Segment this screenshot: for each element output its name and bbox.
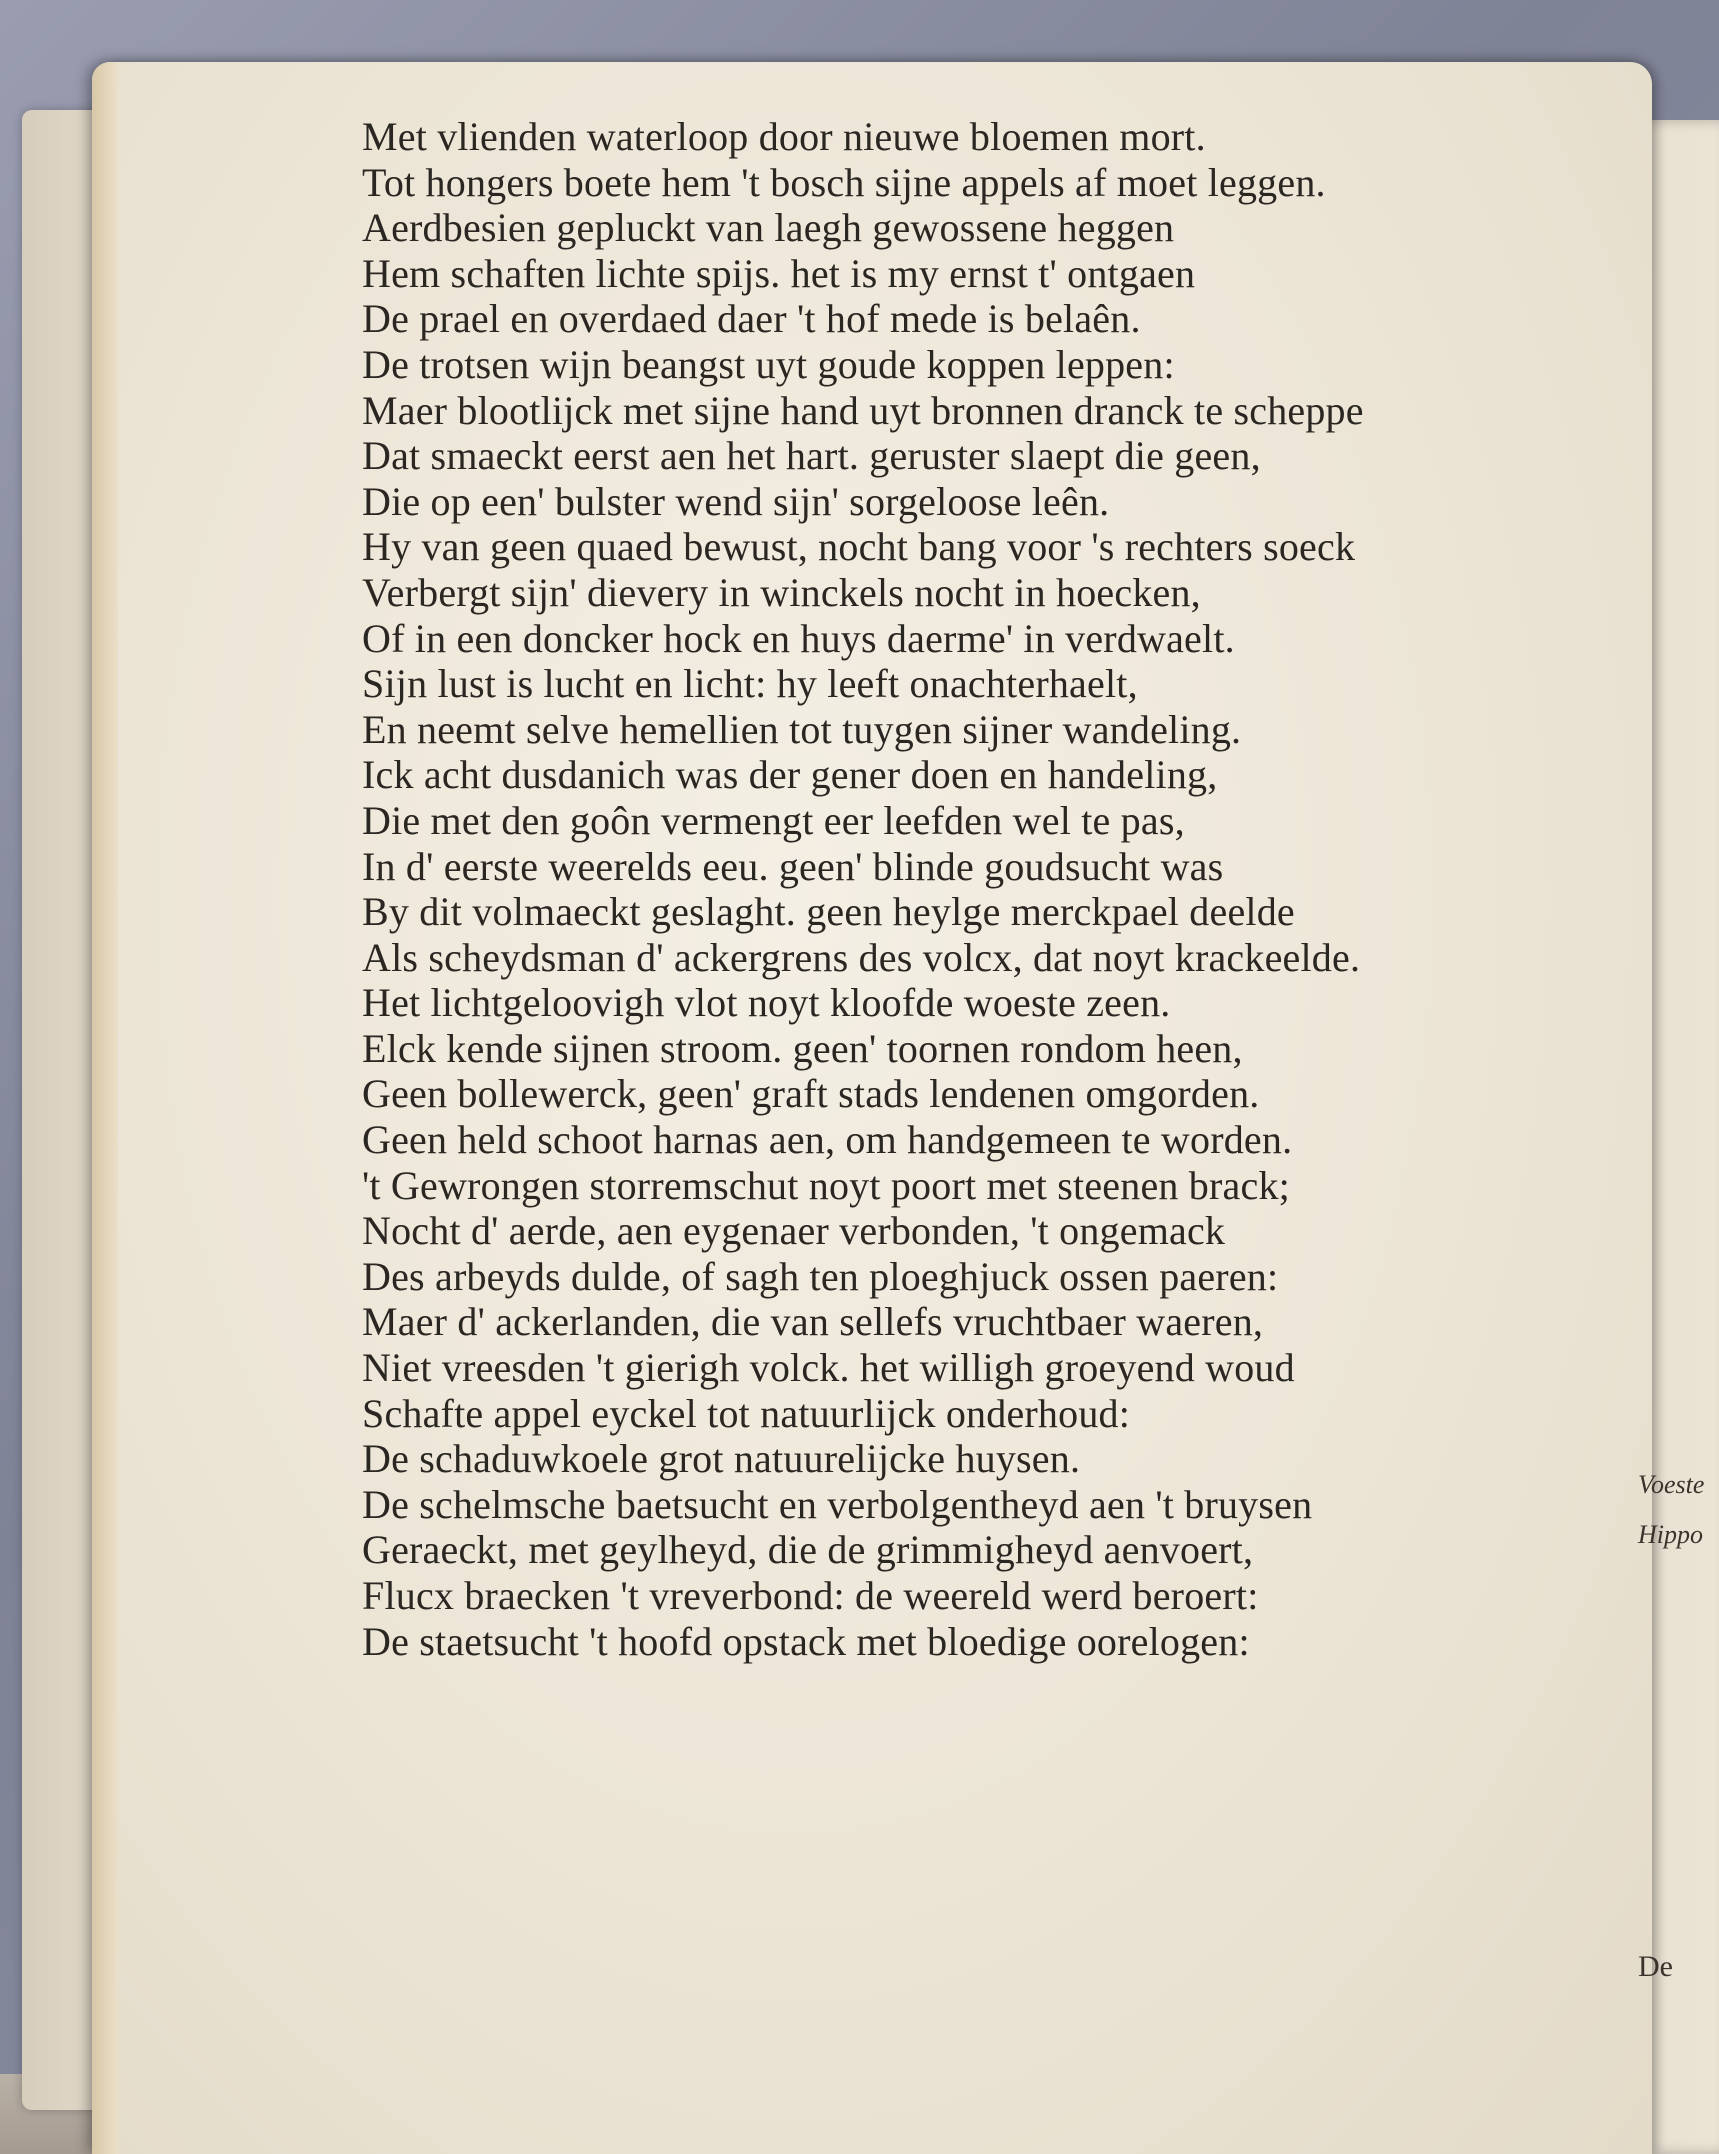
poem-line: De staetsucht 't hoofd opstack met bloedige oorelogen: xyxy=(362,1618,1250,1664)
poem-line: Verbergt sijn' dievery in winckels nocht in hoecken, xyxy=(362,569,1201,615)
poem-line: Die op een' bulster wend sijn' sorgeloose leên. xyxy=(362,478,1110,524)
poem-line: Hem schaften lichte spijs. het is my ernst t' ontgaen xyxy=(362,250,1196,296)
poem-line: Maer d' ackerlanden, die van sellefs vruchtbaer waeren, xyxy=(362,1299,1264,1345)
poem-line: By dit volmaeckt geslaght. geen heylge merckpael deelde xyxy=(362,889,1295,935)
poem-line: Geen bollewerck, geen' graft stads lendenen omgorden. xyxy=(362,1071,1260,1117)
poem-line: Aerdbesien gepluckt van laegh gewossene heggen xyxy=(362,205,1175,251)
poem-line: Met vlienden waterloop door nieuwe bloemen mort. xyxy=(362,114,1206,159)
poem-line: De schaduwkoele grot natuurelijcke huysen. xyxy=(362,1436,1081,1482)
poem-line: Hy van geen quaed bewust, nocht bang voor 's rechters soeck xyxy=(362,524,1356,570)
poem-line: En neemt selve hemellien tot tuygen sijner wandeling. xyxy=(362,706,1242,752)
poem-line: Nocht d' aerde, aen eygenaer verbonden, 't ongemack xyxy=(362,1208,1226,1254)
poem-line: Dat smaeckt eerst aen het hart. geruster slaept die geen, xyxy=(362,433,1261,479)
poem-line: Schafte appel eyckel tot natuurlijck onderhoud: xyxy=(362,1390,1131,1436)
poem-line: Het lichtgeloovigh vlot noyt kloofde woeste zeen. xyxy=(362,980,1171,1026)
poem-line: De schelmsche baetsucht en verbolgentheyd aen 't bruysen xyxy=(362,1481,1313,1527)
page-edge xyxy=(92,62,118,2154)
poem-line: Niet vreesden 't gierigh volck. het willigh groeyend woud xyxy=(362,1345,1295,1391)
poem-line: Als scheydsman d' ackergrens des volcx, dat noyt krackeelde. xyxy=(362,934,1361,980)
poem-line: Tot hongers boete hem 't bosch sijne appels af moet leggen. xyxy=(362,159,1326,205)
poem-line: Sijn lust is lucht en licht: hy leeft onachterhaelt, xyxy=(362,661,1138,707)
poem-line: Maer blootlijck met sijne hand uyt bronnen dranck te scheppe xyxy=(362,387,1364,433)
facing-page-catchword: De xyxy=(1638,1950,1673,1983)
poem-line: Des arbeyds dulde, of sagh ten ploeghjuck ossen paeren: xyxy=(362,1253,1279,1299)
facing-page-margin-note: Hippo xyxy=(1638,1520,1703,1549)
poem-line: Of in een doncker hock en huys daerme' in verdwaelt. xyxy=(362,615,1235,661)
poem-line: 't Gewrongen storremschut noyt poort met steenen brack; xyxy=(362,1162,1290,1208)
poem-line: Geraeckt, met geylheyd, die de grimmigheyd aenvoert, xyxy=(362,1527,1254,1573)
poem-line: De trotsen wijn beangst uyt goude koppen leppen: xyxy=(362,341,1175,387)
poem-line: De prael en overdaed daer 't hof mede is belaên. xyxy=(362,296,1141,342)
poem-text-block xyxy=(362,114,1602,1664)
facing-page-margin-note: Voeste xyxy=(1638,1470,1705,1499)
poem-line: Ick acht dusdanich was der gener doen en handeling, xyxy=(362,752,1218,798)
poem-line: Flucx braecken 't vreverbond: de weereld werd beroert: xyxy=(362,1573,1259,1618)
poem-line: In d' eerste weerelds eeu. geen' blinde goudsucht was xyxy=(362,843,1224,889)
poem-line: Die met den goôn vermengt eer leefden wel te pas, xyxy=(362,797,1185,843)
poem-line: Elck kende sijnen stroom. geen' toornen rondom heen, xyxy=(362,1025,1243,1071)
poem-line: Geen held schoot harnas aen, om handgemeen te worden. xyxy=(362,1117,1293,1163)
